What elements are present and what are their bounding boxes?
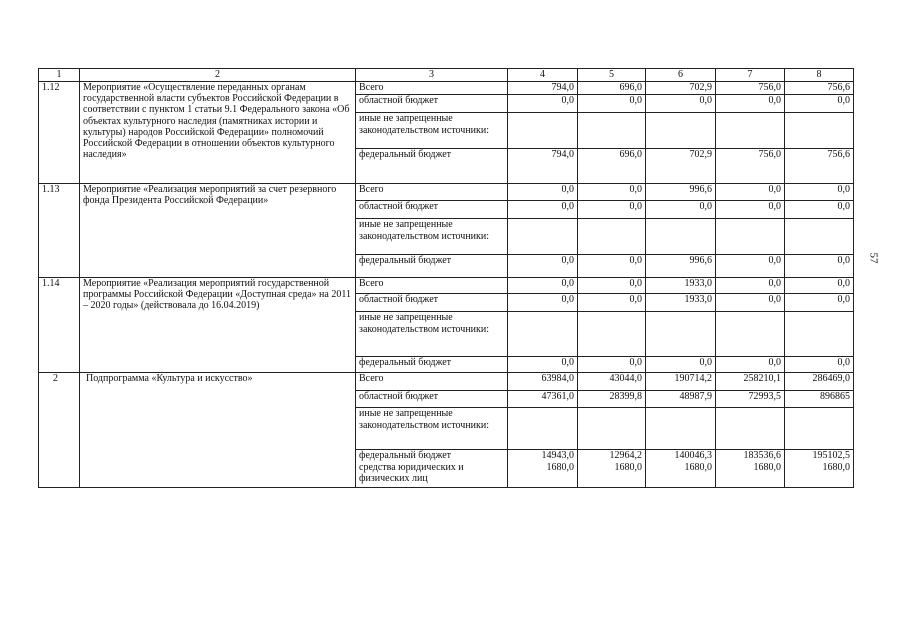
page-number: 57 (867, 252, 880, 264)
source-label: федеральный бюджет (356, 255, 508, 278)
value-cell (785, 408, 854, 450)
value-cell: 896865 (785, 391, 854, 408)
source-label: иные не запрещенные законодательством источники: (356, 113, 508, 149)
value-cell: 0,0 (716, 294, 785, 312)
value-cell (716, 113, 785, 149)
value-cell (508, 219, 578, 255)
value-cell: 996,6 (646, 184, 716, 201)
value-cell: 183536,6 (716, 450, 785, 462)
source-label: областной бюджет (356, 95, 508, 113)
value-cell: 195102,5 (785, 450, 854, 462)
header-row (39, 69, 854, 82)
value-cell: 48987,9 (646, 391, 716, 408)
row-description: Мероприятие «Реализация мероприятий государственной программы Российской Федерации «Доступная среда» на 2011 – 2020 годы» (действовала до 16.04.2019) (80, 278, 356, 373)
value-cell: 43044,0 (578, 373, 646, 391)
value-cell: 72993,5 (716, 391, 785, 408)
value-cell: 702,9 (646, 149, 716, 184)
header-cell: 5 (578, 69, 646, 82)
header-cell: 3 (356, 69, 508, 82)
header-cell: 1 (39, 69, 80, 82)
value-cell: 0,0 (785, 184, 854, 201)
value-cell: 1680,0 (785, 462, 854, 488)
value-cell (785, 113, 854, 149)
source-label: федеральный бюджет (356, 450, 508, 462)
value-cell (716, 408, 785, 450)
row-description: Подпрограмма «Культура и искусство» (80, 373, 356, 488)
value-cell: 0,0 (578, 184, 646, 201)
value-cell: 47361,0 (508, 391, 578, 408)
value-cell: 0,0 (578, 278, 646, 294)
value-cell: 0,0 (508, 357, 578, 373)
table-row (39, 373, 854, 391)
value-cell (716, 219, 785, 255)
value-cell (578, 408, 646, 450)
value-cell: 0,0 (785, 255, 854, 278)
value-cell: 0,0 (508, 278, 578, 294)
value-cell: 0,0 (578, 357, 646, 373)
value-cell: 0,0 (508, 95, 578, 113)
source-label: Всего (356, 278, 508, 294)
value-cell: 0,0 (578, 294, 646, 312)
value-cell: 756,6 (785, 149, 854, 184)
value-cell: 0,0 (646, 95, 716, 113)
value-cell: 1680,0 (508, 462, 578, 488)
value-cell: 794,0 (508, 149, 578, 184)
value-cell: 1680,0 (578, 462, 646, 488)
table-row (39, 82, 854, 95)
value-cell (646, 219, 716, 255)
source-label: иные не запрещенные законодательством источники: (356, 408, 508, 450)
row-id: 1.14 (39, 278, 80, 373)
value-cell: 696,0 (578, 82, 646, 95)
value-cell: 0,0 (716, 255, 785, 278)
value-cell (578, 113, 646, 149)
header-cell: 8 (785, 69, 854, 82)
value-cell (508, 113, 578, 149)
value-cell: 28399,8 (578, 391, 646, 408)
source-label: Всего (356, 373, 508, 391)
value-cell: 0,0 (785, 95, 854, 113)
value-cell (578, 312, 646, 357)
row-id: 1.12 (39, 82, 80, 184)
value-cell: 0,0 (716, 184, 785, 201)
value-cell: 0,0 (716, 278, 785, 294)
header-cell: 2 (80, 69, 356, 82)
value-cell (716, 312, 785, 357)
value-cell: 756,6 (785, 82, 854, 95)
value-cell: 1680,0 (646, 462, 716, 488)
source-label: Всего (356, 82, 508, 95)
value-cell: 0,0 (508, 184, 578, 201)
value-cell: 286469,0 (785, 373, 854, 391)
value-cell: 1933,0 (646, 278, 716, 294)
value-cell: 1680,0 (716, 462, 785, 488)
source-label: областной бюджет (356, 391, 508, 408)
value-cell: 0,0 (785, 294, 854, 312)
value-cell: 0,0 (508, 255, 578, 278)
value-cell: 12964,2 (578, 450, 646, 462)
value-cell: 756,0 (716, 82, 785, 95)
value-cell: 0,0 (785, 278, 854, 294)
value-cell: 0,0 (578, 201, 646, 219)
value-cell (646, 312, 716, 357)
value-cell: 140046,3 (646, 450, 716, 462)
value-cell: 0,0 (785, 357, 854, 373)
source-label: областной бюджет (356, 201, 508, 219)
budget-table (38, 68, 854, 488)
value-cell: 756,0 (716, 149, 785, 184)
value-cell: 0,0 (578, 255, 646, 278)
row-id: 1.13 (39, 184, 80, 278)
value-cell: 794,0 (508, 82, 578, 95)
source-label: федеральный бюджет (356, 357, 508, 373)
value-cell: 0,0 (716, 357, 785, 373)
value-cell: 0,0 (646, 201, 716, 219)
value-cell: 696,0 (578, 149, 646, 184)
value-cell (785, 312, 854, 357)
value-cell: 0,0 (578, 95, 646, 113)
value-cell: 0,0 (646, 357, 716, 373)
value-cell: 1933,0 (646, 294, 716, 312)
source-label: иные не запрещенные законодательством источники: (356, 312, 508, 357)
value-cell: 63984,0 (508, 373, 578, 391)
row-description: Мероприятие «Реализация мероприятий за счет резервного фонда Президента Российской Федерации» (80, 184, 356, 278)
value-cell: 0,0 (508, 294, 578, 312)
value-cell: 0,0 (508, 201, 578, 219)
value-cell: 702,9 (646, 82, 716, 95)
row-id: 2 (39, 373, 80, 488)
value-cell (646, 408, 716, 450)
header-cell: 4 (508, 69, 578, 82)
source-label: средства юридических и физических лиц (356, 462, 508, 488)
value-cell (646, 113, 716, 149)
value-cell (578, 219, 646, 255)
value-cell: 0,0 (716, 95, 785, 113)
value-cell (508, 408, 578, 450)
row-description: Мероприятие «Осуществление переданных органам государственной власти субъектов Российской Федерации в соответствии с пунктом 1 статьи 9.1 Федерального закона «Об объектах культурного наследия (памятниках истории и культуры) народов Российской Федерации» полномочий Российской Федерации в отношении объектов культурного наследия» (80, 82, 356, 184)
value-cell: 0,0 (785, 201, 854, 219)
header-cell: 7 (716, 69, 785, 82)
table-row (39, 184, 854, 201)
source-label: федеральный бюджет (356, 149, 508, 184)
source-label: областной бюджет (356, 294, 508, 312)
value-cell (785, 219, 854, 255)
value-cell (508, 312, 578, 357)
value-cell: 14943,0 (508, 450, 578, 462)
source-label: Всего (356, 184, 508, 201)
value-cell: 996,6 (646, 255, 716, 278)
value-cell: 258210,1 (716, 373, 785, 391)
value-cell: 190714,2 (646, 373, 716, 391)
table-row (39, 278, 854, 294)
source-label: иные не запрещенные законодательством источники: (356, 219, 508, 255)
header-cell: 6 (646, 69, 716, 82)
value-cell: 0,0 (716, 201, 785, 219)
